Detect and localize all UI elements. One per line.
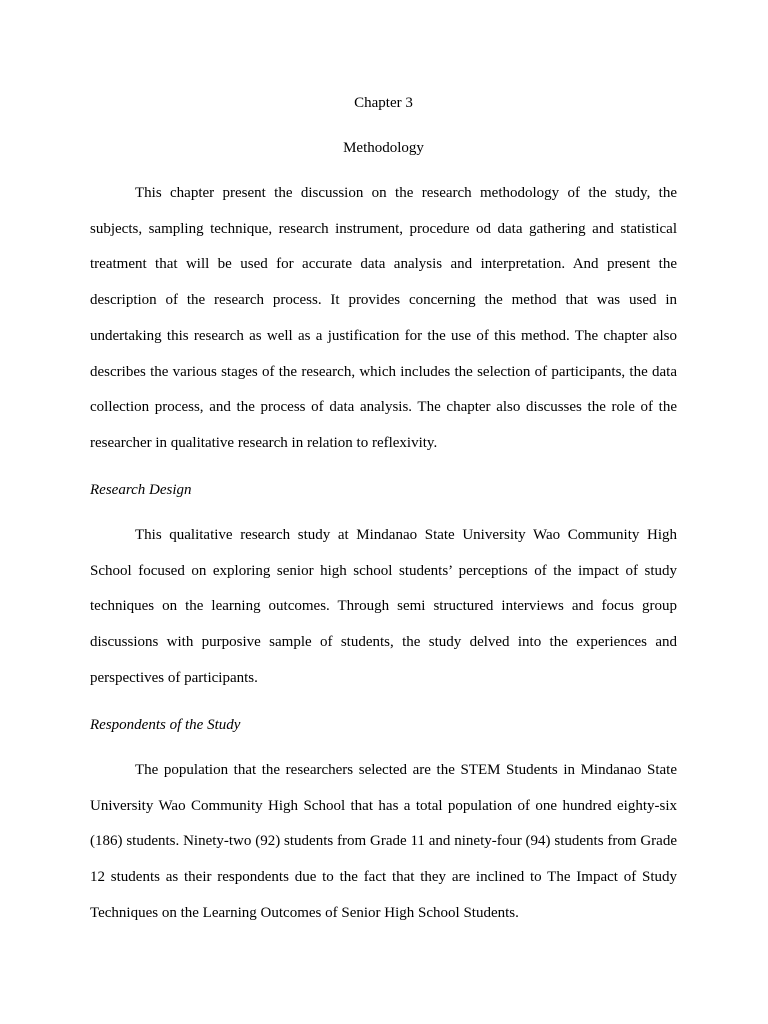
chapter-number: Chapter 3 [354, 95, 413, 111]
chapter-title: Methodology [343, 140, 424, 156]
section-heading-research-design: Research Design [90, 482, 192, 498]
research-design-paragraph: This qualitative research study at Mindanao State University Wao Community High School focused on exploring senior high school students’ perceptions of the impact of study techniques on the learning outcomes. Through semi structured interviews and focus group discussions with purposive sample of students, the study delved into the experiences and perspectives of participants. [90, 527, 677, 686]
document-page [90, 0, 677, 1024]
intro-paragraph: This chapter present the discussion on the research methodology of the study, the subjects, sampling technique, research instrument, procedure od data gathering and statistical treatment that will be used for accurate data analysis and interpretation. And present the description of the research process. It provides concerning the method that was used in undertaking this research as well as a justification for the use of this method. The chapter also describes the various stages of the research, which includes the selection of participants, the data collection process, and the process of data analysis. The chapter also discusses the role of the researcher in qualitative research in relation to reflexivity. [90, 185, 677, 451]
section-heading-respondents: Respondents of the Study [90, 717, 241, 733]
respondents-paragraph: The population that the researchers selected are the STEM Students in Mindanao State University Wao Community High School that has a total population of one hundred eighty-six (186) students. Ninety-two (92) students from Grade 11 and ninety-four (94) students from Grade 12 students as their respondents due to the fact that they are inclined to The Impact of Study Techniques on the Learning Outcomes of Senior High School Students. [90, 762, 677, 921]
